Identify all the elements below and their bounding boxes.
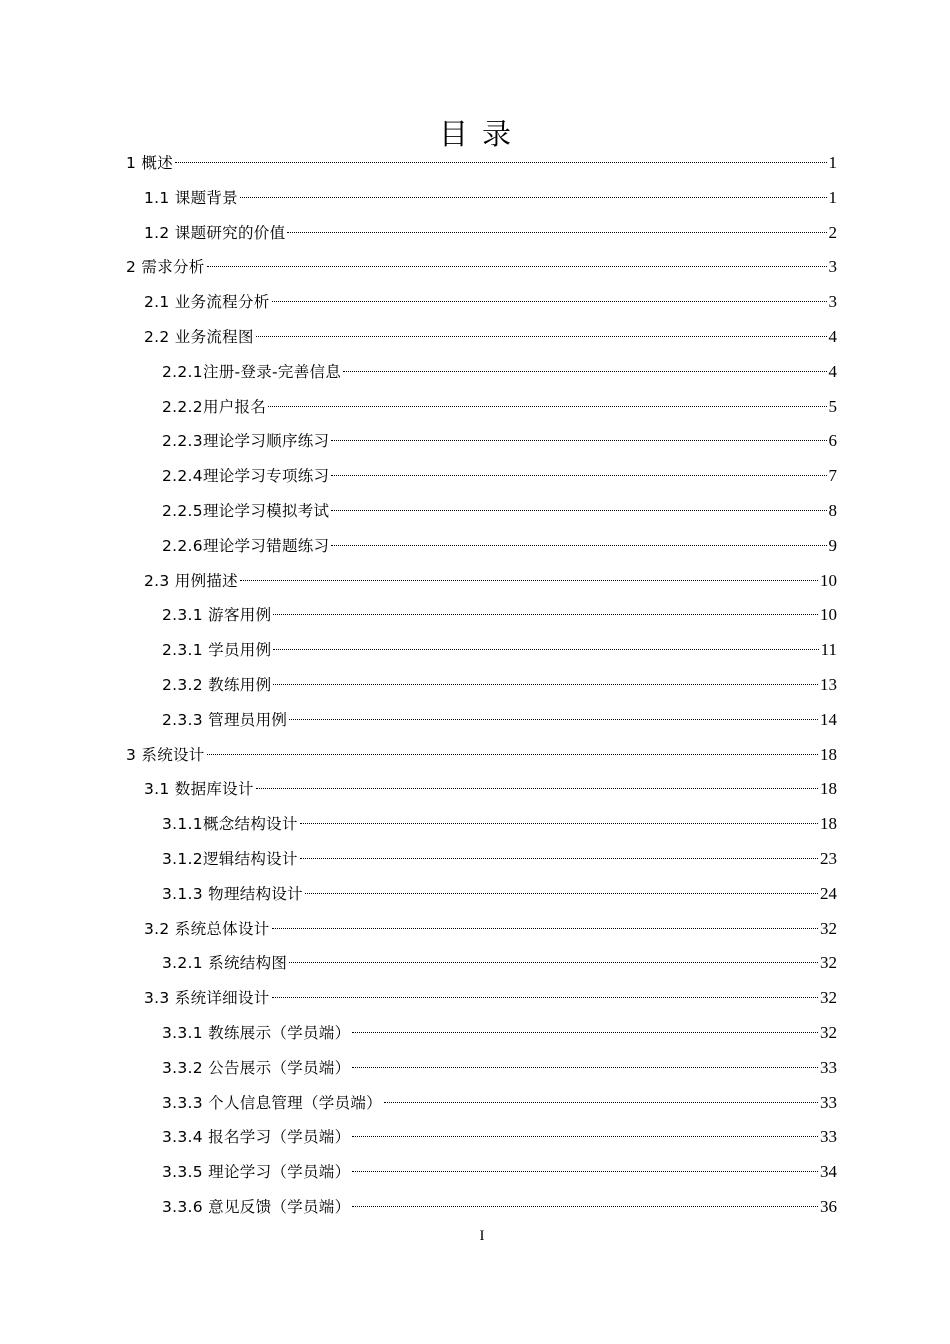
footer-page-number: I bbox=[479, 1228, 485, 1244]
toc-dot-leader bbox=[268, 406, 826, 407]
toc-entry-page: 23 bbox=[820, 849, 837, 868]
toc-dot-leader bbox=[207, 266, 827, 267]
toc-entry-page: 11 bbox=[820, 640, 837, 660]
toc-entry-page: 1 bbox=[828, 187, 837, 207]
toc-entry-page: 9 bbox=[828, 535, 837, 555]
toc-entry-label: 3.1.1概念结构设计 bbox=[162, 815, 298, 834]
toc-entry-page: 32 bbox=[820, 918, 837, 938]
toc-entry[interactable] bbox=[162, 459, 837, 493]
toc-dot-leader bbox=[272, 997, 818, 998]
toc-entry[interactable] bbox=[162, 390, 837, 424]
toc-entry[interactable] bbox=[144, 981, 837, 1015]
toc-entry-label: 3.3.4 报名学习（学员端） bbox=[162, 1128, 351, 1147]
toc-entry-label: 3.1.3 物理结构设计 bbox=[162, 884, 303, 903]
toc-entry-label: 3.3.3 个人信息管理（学员端） bbox=[162, 1093, 382, 1112]
toc-entry-label: 2.3 用例描述 bbox=[144, 571, 238, 590]
toc-entry[interactable] bbox=[162, 877, 837, 911]
toc-entry-page: 3 bbox=[828, 257, 837, 277]
toc-entry-label: 3.2.1 系统结构图 bbox=[162, 954, 288, 973]
toc-entry-page: 6 bbox=[828, 431, 837, 451]
toc-dot-leader bbox=[352, 1032, 818, 1033]
toc-dot-leader bbox=[331, 545, 826, 546]
toc-entry[interactable] bbox=[162, 1120, 837, 1154]
toc-dot-leader bbox=[240, 580, 818, 581]
toc-entry-label: 1 概述 bbox=[126, 154, 173, 172]
toc-dot-leader bbox=[305, 893, 818, 894]
toc-entry[interactable] bbox=[144, 564, 837, 598]
toc-entry-page: 18 bbox=[820, 814, 837, 834]
toc-entry-page: 7 bbox=[828, 466, 837, 486]
toc-entry-page: 32 bbox=[820, 988, 837, 1008]
toc-entry-page: 36 bbox=[820, 1197, 837, 1216]
toc-entry-page: 24 bbox=[820, 883, 837, 903]
toc-entry[interactable] bbox=[162, 1190, 837, 1224]
toc-entry-label: 3.3.6 意见反馈（学员端） bbox=[162, 1198, 351, 1216]
toc-entry[interactable] bbox=[162, 1016, 837, 1050]
toc-dot-leader bbox=[352, 1136, 818, 1137]
toc-entry[interactable] bbox=[144, 320, 837, 354]
toc-dot-leader bbox=[175, 162, 827, 163]
toc-entry-label: 3.1.2逻辑结构设计 bbox=[162, 850, 298, 868]
toc-entry[interactable] bbox=[126, 146, 837, 180]
toc-entry-page: 2 bbox=[828, 222, 837, 242]
toc-entry[interactable] bbox=[162, 633, 837, 667]
toc-entry-page: 34 bbox=[820, 1162, 837, 1182]
toc-entry-label: 2.2.1注册-登录-完善信息 bbox=[162, 362, 342, 381]
toc-dot-leader bbox=[289, 962, 818, 963]
toc-dot-leader bbox=[343, 371, 826, 372]
toc-entry[interactable] bbox=[144, 285, 837, 319]
toc-entry[interactable] bbox=[162, 494, 837, 528]
toc-entry-label: 2.3.2 教练用例 bbox=[162, 676, 272, 694]
toc-entry-label: 2.3.1 游客用例 bbox=[162, 606, 272, 625]
toc-entry-page: 33 bbox=[820, 1127, 837, 1147]
toc-dot-leader bbox=[300, 858, 818, 859]
toc-entry[interactable] bbox=[144, 772, 837, 806]
toc-dot-leader bbox=[272, 928, 818, 929]
toc-dot-leader bbox=[352, 1067, 818, 1068]
toc-entry-label: 3.1 数据库设计 bbox=[144, 780, 254, 799]
toc-dot-leader bbox=[256, 788, 818, 789]
toc-entry-page: 10 bbox=[820, 570, 837, 590]
toc-entry-page: 18 bbox=[820, 779, 837, 799]
toc-entry-label: 3 系统设计 bbox=[126, 745, 205, 764]
toc-entry[interactable] bbox=[126, 250, 837, 284]
toc-entry-page: 3 bbox=[828, 292, 837, 312]
toc-entry[interactable] bbox=[162, 842, 837, 876]
toc-entry-page: 5 bbox=[828, 396, 837, 416]
toc-entry-label: 2.2.2用户报名 bbox=[162, 397, 267, 416]
toc-entry[interactable] bbox=[126, 738, 837, 772]
toc-entry[interactable] bbox=[144, 912, 837, 946]
toc-entry-page: 13 bbox=[820, 675, 837, 694]
toc-entry-label: 2.2.6理论学习错题练习 bbox=[162, 536, 330, 555]
toc-entry[interactable] bbox=[162, 598, 837, 632]
toc-entry-label: 3.3.2 公告展示（学员端） bbox=[162, 1058, 351, 1077]
toc-entry-page: 14 bbox=[820, 709, 837, 729]
toc-dot-leader bbox=[273, 649, 818, 650]
toc-entry-page: 33 bbox=[820, 1057, 837, 1077]
toc-entry-page: 4 bbox=[828, 361, 837, 381]
toc-entry-page: 10 bbox=[820, 605, 837, 625]
toc-entry[interactable] bbox=[162, 1051, 837, 1085]
toc-entry-label: 3.3.5 理论学习（学员端） bbox=[162, 1163, 351, 1182]
toc-entry-label: 1.1 课题背景 bbox=[144, 188, 238, 207]
toc-entry-label: 2 需求分析 bbox=[126, 258, 205, 277]
toc-dot-leader bbox=[352, 1206, 818, 1207]
toc-entry-page: 18 bbox=[820, 744, 837, 764]
toc-entry-label: 3.2 系统总体设计 bbox=[144, 919, 270, 938]
toc-entry-page: 4 bbox=[828, 327, 837, 346]
toc-dot-leader bbox=[272, 301, 827, 302]
toc-entry-label: 2.2 业务流程图 bbox=[144, 328, 254, 346]
toc-entry-label: 2.1 业务流程分析 bbox=[144, 293, 270, 312]
toc-dot-leader bbox=[256, 336, 827, 337]
toc-dot-leader bbox=[384, 1102, 818, 1103]
toc-entry[interactable] bbox=[162, 424, 837, 458]
toc-entry[interactable] bbox=[162, 807, 837, 841]
toc-entry-page: 1 bbox=[828, 153, 837, 172]
toc-entry-label: 2.3.1 学员用例 bbox=[162, 641, 272, 660]
toc-entry-label: 3.3 系统详细设计 bbox=[144, 989, 270, 1008]
toc-dot-leader bbox=[331, 475, 826, 476]
toc-dot-leader bbox=[287, 232, 826, 233]
toc-dot-leader bbox=[273, 614, 818, 615]
toc-entry[interactable] bbox=[162, 1086, 837, 1120]
toc-entry-label: 3.3.1 教练展示（学员端） bbox=[162, 1024, 351, 1042]
toc-entry-label: 2.2.3理论学习顺序练习 bbox=[162, 432, 330, 451]
toc-entry[interactable] bbox=[162, 529, 837, 563]
toc-entry-label: 2.2.5理论学习模拟考试 bbox=[162, 502, 330, 520]
toc-dot-leader bbox=[273, 684, 818, 685]
toc-entry[interactable] bbox=[162, 946, 837, 980]
toc-dot-leader bbox=[289, 719, 818, 720]
toc-entry[interactable] bbox=[162, 355, 837, 389]
toc-entry-label: 2.3.3 管理员用例 bbox=[162, 710, 288, 729]
toc-dot-leader bbox=[300, 823, 818, 824]
toc-entry-label: 1.2 课题研究的价值 bbox=[144, 223, 286, 242]
toc-dot-leader bbox=[331, 440, 826, 441]
toc-entry-page: 8 bbox=[828, 501, 837, 520]
toc-entry[interactable] bbox=[162, 668, 837, 702]
toc-dot-leader bbox=[352, 1171, 818, 1172]
toc-entry[interactable] bbox=[144, 216, 837, 250]
toc-entry[interactable] bbox=[162, 703, 837, 737]
toc-entry-page: 32 bbox=[820, 1023, 837, 1042]
toc-entry-page: 32 bbox=[820, 953, 837, 973]
toc-dot-leader bbox=[240, 197, 827, 198]
toc-entry-label: 2.2.4理论学习专项练习 bbox=[162, 467, 330, 486]
toc-dot-leader bbox=[331, 510, 826, 511]
toc-dot-leader bbox=[207, 754, 818, 755]
toc-entry-page: 33 bbox=[820, 1092, 837, 1112]
toc-entry[interactable] bbox=[144, 181, 837, 215]
toc-entry[interactable] bbox=[162, 1155, 837, 1189]
page-title: 目录 bbox=[438, 117, 525, 151]
